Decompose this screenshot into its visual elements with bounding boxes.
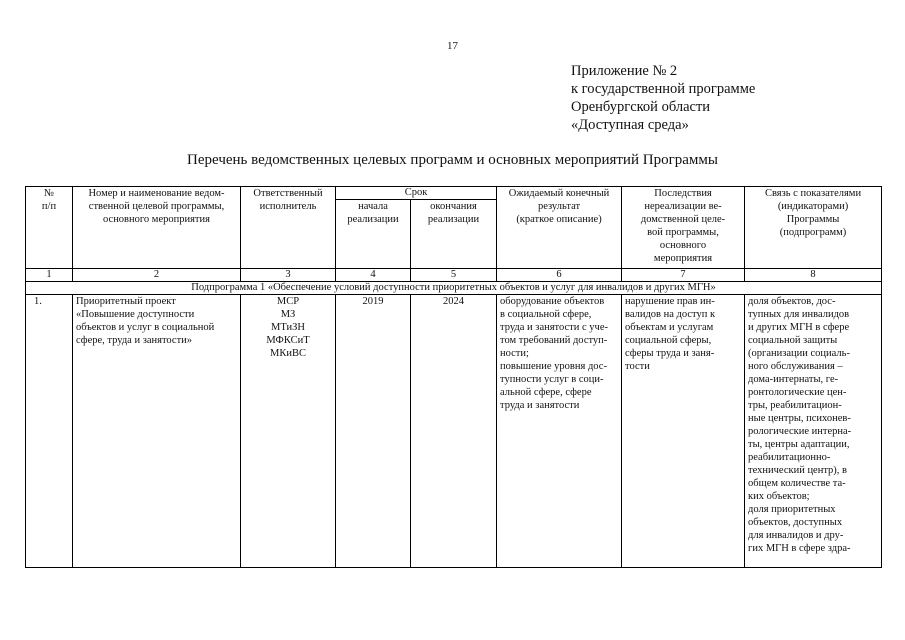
column-number: 6: [497, 269, 622, 282]
header-result: [497, 187, 622, 269]
appendix-line: к государственной программе: [571, 81, 756, 97]
text-line: тры, реабилитацион-: [748, 400, 842, 411]
row-executor: [241, 295, 336, 568]
text-line: вой программы,: [647, 227, 719, 238]
text-line: основного мероприятия: [103, 214, 210, 225]
text-line: ты, центры адаптации,: [748, 439, 850, 450]
text-line: результат: [537, 201, 581, 212]
column-numbers-row: [26, 269, 882, 282]
row-link: [745, 295, 882, 568]
text-line: объектов и услуг в социальной: [76, 322, 215, 333]
text-line: повышение уровня дос-: [500, 361, 607, 372]
text-line: МФКСиТ: [266, 335, 310, 346]
text-line: (подпрограмм): [779, 227, 847, 238]
row-consequences: [622, 295, 745, 568]
text-line: основного: [659, 240, 707, 251]
appendix-block: [571, 62, 755, 134]
text-line: оборудование объектов: [500, 296, 605, 307]
text-line: альной сфере, сфере: [500, 387, 592, 398]
row-start-year: 2019: [336, 295, 411, 568]
text-line: п/п: [41, 201, 57, 212]
table-row: [26, 295, 882, 568]
text-line: ственной целевой программы,: [88, 201, 225, 212]
text-line: ронтологические цен-: [748, 387, 847, 398]
text-line: социальной защиты: [748, 335, 838, 346]
text-line: Номер и наименование ведом-: [88, 188, 225, 199]
text-line: (краткое описание): [516, 214, 602, 225]
header-term-start: [336, 200, 411, 269]
text-line: МСР: [276, 296, 300, 307]
text-line: рологические интерна-: [748, 426, 852, 437]
text-line: Программы: [786, 214, 840, 225]
text-line: гих МГН в сфере здра-: [748, 543, 851, 554]
text-line: социальной сферы,: [625, 335, 712, 346]
text-line: доля объектов, дос-: [748, 296, 836, 307]
header-row: [26, 187, 882, 200]
column-number: 3: [241, 269, 336, 282]
appendix-line: Оренбургской области: [571, 99, 711, 115]
text-line: ких объектов;: [748, 491, 810, 502]
header-term: Срок: [336, 187, 497, 200]
text-line: реабилитационно-: [748, 452, 831, 463]
column-number: 1: [26, 269, 73, 282]
row-num: 1.: [26, 295, 73, 568]
text-line: дома-интернаты, ге-: [748, 374, 839, 385]
row-name: [73, 295, 241, 568]
text-line: исполнитель: [259, 201, 317, 212]
text-line: в социальной сфере,: [500, 309, 592, 320]
text-line: ности;: [500, 348, 529, 359]
text-line: МТиЗН: [271, 322, 305, 333]
text-line: начала: [358, 201, 388, 212]
header-executor: [241, 187, 336, 269]
appendix-line: «Доступная среда»: [571, 117, 689, 133]
column-number: 5: [411, 269, 497, 282]
text-line: Ответственный: [253, 188, 323, 199]
text-line: реализации: [427, 214, 480, 225]
text-line: сфере, труда и занятости»: [76, 335, 193, 346]
text-line: Ожидаемый конечный: [508, 188, 610, 199]
text-line: тупности услуг в соци-: [500, 374, 604, 385]
text-line: тости: [625, 361, 650, 372]
header-link: [745, 187, 882, 269]
column-number: 4: [336, 269, 411, 282]
text-line: Связь с показателями: [764, 188, 862, 199]
column-number: 8: [745, 269, 882, 282]
text-line: МЗ: [280, 309, 296, 320]
text-line: Последствия: [654, 188, 712, 199]
text-line: (организации социаль-: [748, 348, 850, 359]
text-line: доля приоритетных: [748, 504, 836, 515]
page-number: 17: [447, 40, 458, 52]
row-result: [497, 295, 622, 568]
text-line: домственной целе-: [640, 214, 726, 225]
header-term-end: [411, 200, 497, 269]
row-end-year: 2024: [411, 295, 497, 568]
text-line: труда и занятости: [500, 400, 580, 411]
header-name: [73, 187, 241, 269]
text-line: для инвалидов и дру-: [748, 530, 844, 541]
text-line: окончания: [430, 201, 477, 212]
document-title: Перечень ведомственных целевых программ и основных мероприятий Программы: [187, 152, 718, 168]
appendix-line: Приложение № 2: [571, 63, 678, 79]
header-consequences: [622, 187, 745, 269]
text-line: труда и занятости с уче-: [500, 322, 608, 333]
text-line: реализации: [347, 214, 399, 225]
text-line: нереализации ве-: [644, 201, 722, 212]
text-line: объектам и услугам: [625, 322, 714, 333]
text-line: технический центр), в: [748, 465, 848, 476]
text-line: ного обслуживания –: [748, 361, 843, 372]
text-line: том требований доступ-: [500, 335, 608, 346]
column-number: 7: [622, 269, 745, 282]
text-line: №: [43, 188, 55, 199]
text-line: сферы труда и заня-: [625, 348, 715, 359]
text-line: ные центры, психонев-: [748, 413, 851, 424]
text-line: и других МГН в сфере: [748, 322, 850, 333]
text-line: «Повышение доступности: [76, 309, 195, 320]
programs-table: [25, 186, 882, 568]
subprogram-title: Подпрограмма 1 «Обеспечение условий доступности приоритетных объектов и услуг для инвалидов и других МГН»: [26, 282, 882, 295]
text-line: общем количестве та-: [748, 478, 846, 489]
text-line: нарушение прав ин-: [625, 296, 715, 307]
text-line: тупных для инвалидов: [748, 309, 850, 320]
text-line: мероприятия: [653, 253, 713, 264]
text-line: Приоритетный проект: [76, 296, 176, 307]
text-line: (индикаторами): [777, 201, 849, 212]
subprogram-row: [26, 282, 882, 295]
header-num: [26, 187, 73, 269]
text-line: объектов, доступных: [748, 517, 843, 528]
text-line: МКиВС: [270, 348, 306, 359]
text-line: валидов на доступ к: [625, 309, 716, 320]
column-number: 2: [73, 269, 241, 282]
